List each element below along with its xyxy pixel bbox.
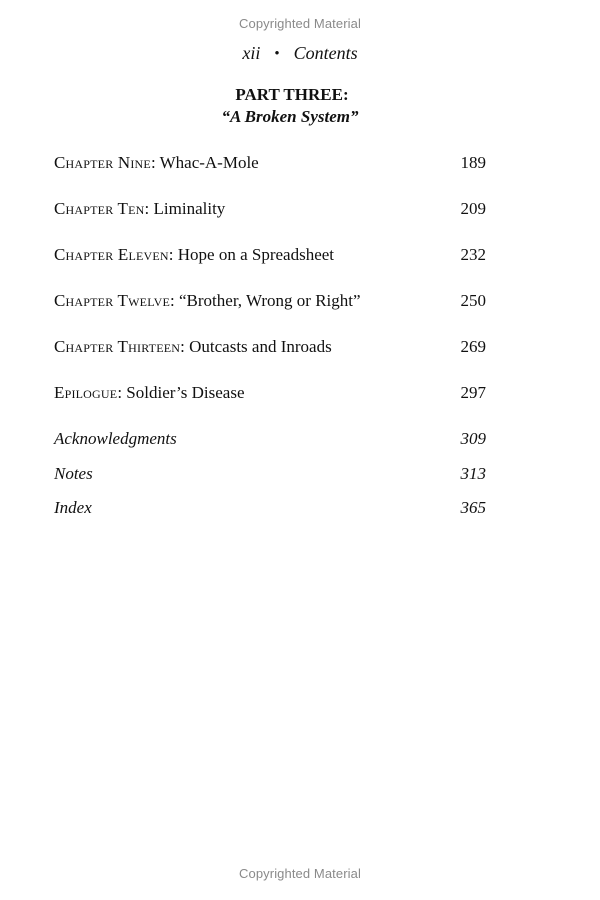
toc-entry-page: 313 [460, 464, 486, 483]
page-number: xii [242, 43, 261, 63]
running-head [0, 42, 600, 65]
toc-entry-notes [54, 463, 486, 485]
toc-entry-page: 250 [460, 291, 486, 310]
toc-entry-label: Chapter Twelve [54, 291, 171, 310]
toc-entry-title: Chapter Nine: Whac-A-Mole [54, 153, 259, 172]
toc-entry-label: Chapter Eleven [54, 245, 169, 264]
toc-entry-page: 269 [460, 337, 486, 356]
toc-entry-epilogue [54, 382, 486, 404]
toc-entry-chapter-thirteen [54, 336, 486, 358]
toc-entry-acknowledgments [54, 428, 486, 450]
toc-entry-title: Index [54, 498, 92, 517]
toc-entry-title: Chapter Thirteen: Outcasts and Inroads [54, 337, 332, 356]
toc-entry-title: Epilogue: Soldier’s Disease [54, 383, 245, 402]
toc-entry-title: Chapter Eleven: Hope on a Spreadsheet [54, 245, 335, 264]
toc-entry-title: Notes [54, 464, 93, 483]
bullet-separator: • [274, 46, 280, 62]
toc-entry-chapter-ten [54, 198, 486, 220]
toc-entry-chapter-eleven [54, 244, 486, 266]
toc-entry-label: Chapter Thirteen [54, 337, 181, 356]
toc-entry-label: Epilogue [54, 383, 118, 402]
toc-entry-chapter-twelve [54, 290, 486, 312]
toc-entry-page: 309 [460, 429, 486, 448]
toc-entry-page: 189 [460, 153, 486, 172]
toc-entry-index [54, 497, 486, 519]
copyright-watermark-top: Copyrighted Material [239, 16, 361, 31]
toc-entry-label: Chapter Ten [54, 199, 145, 218]
toc-entry-chapter-nine [54, 152, 486, 174]
part-subtitle: “A Broken System” [221, 107, 359, 126]
toc-entry-page: 365 [460, 498, 486, 517]
toc-entry-page: 209 [460, 199, 486, 218]
toc-entry-page: 297 [460, 383, 486, 402]
copyright-watermark-bottom: Copyrighted Material [239, 866, 361, 881]
toc-entry-title: Chapter Twelve: “Brother, Wrong or Right” [54, 291, 361, 310]
running-head-section: Contents [293, 43, 358, 63]
toc-entry-title: Chapter Ten: Liminality [54, 199, 226, 218]
toc-entry-label: Chapter Nine [54, 153, 151, 172]
toc-entry-page: 232 [460, 245, 486, 264]
part-title: PART THREE: [235, 85, 349, 104]
toc-entry-title: Acknowledgments [54, 429, 177, 448]
